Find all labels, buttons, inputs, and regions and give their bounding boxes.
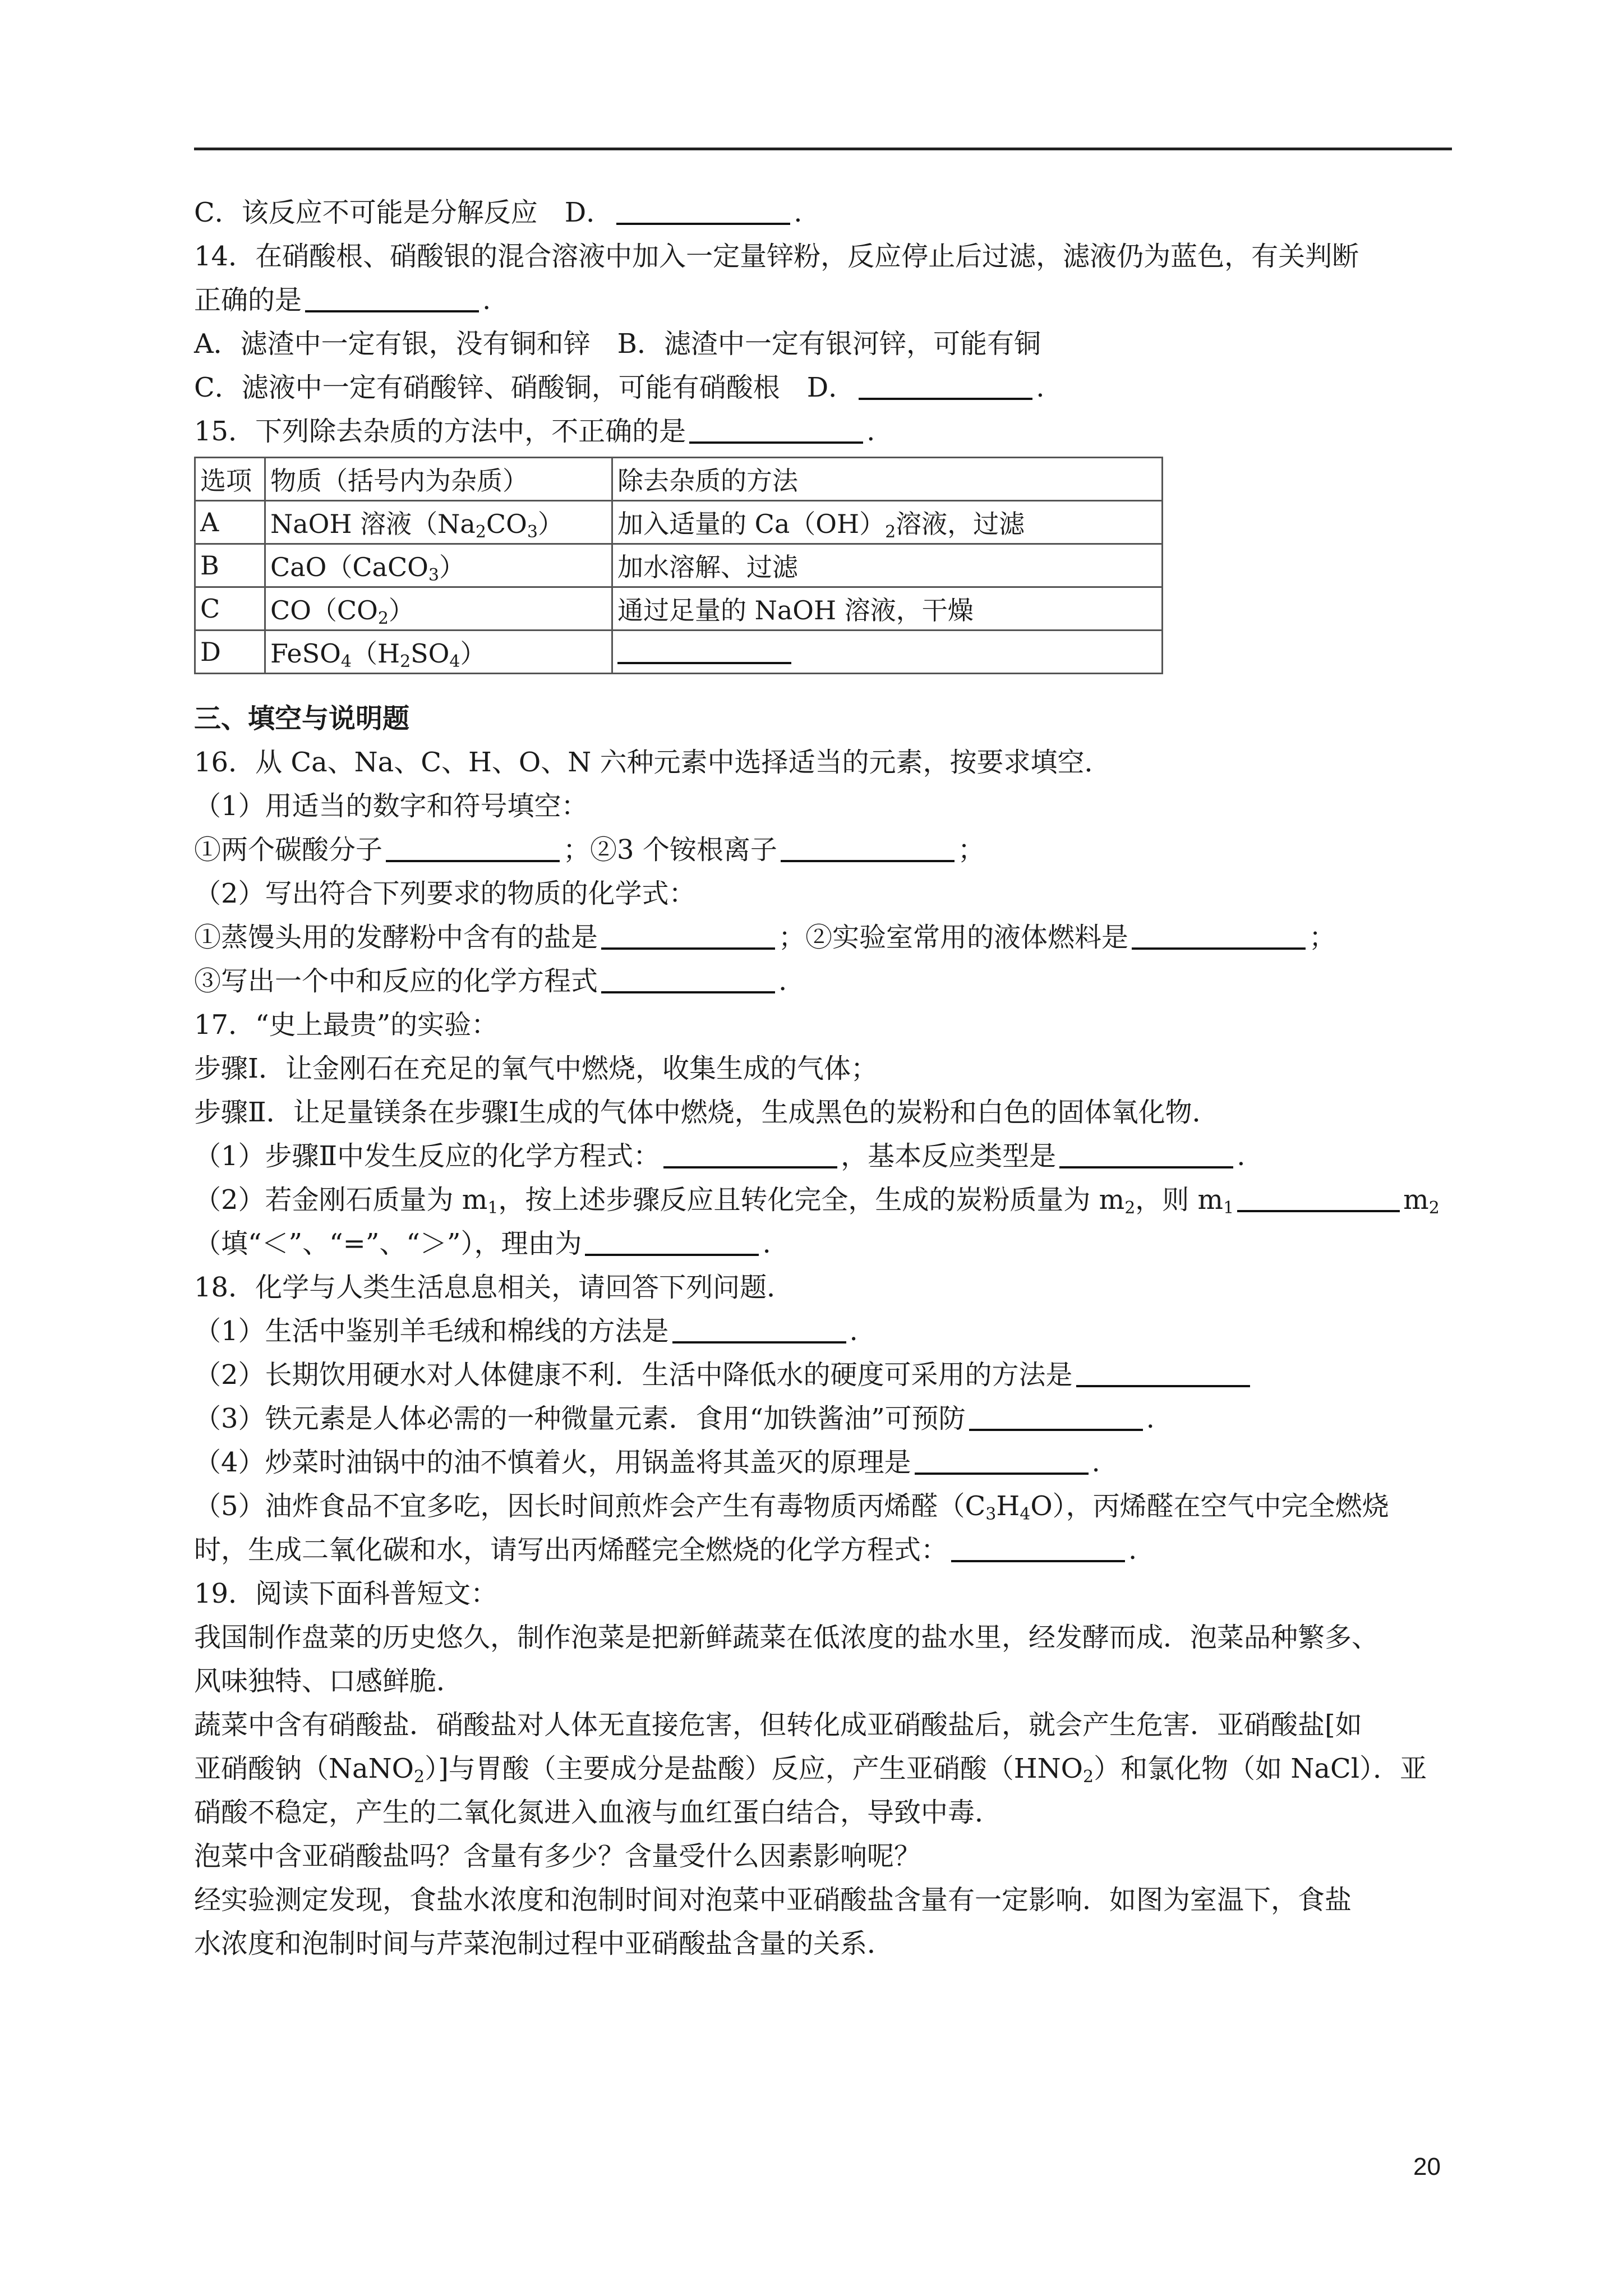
q19-stem: 19．阅读下面科普短文： [194, 1578, 498, 1609]
answer-blank [601, 923, 775, 950]
answer-blank [616, 198, 790, 225]
table-row [195, 544, 1163, 587]
q16-part3: ③写出一个中和反应的化学方程式 . [194, 965, 787, 997]
answer-blank [859, 373, 1032, 400]
q14-stem-cont: 正确的是 . [194, 284, 491, 316]
answer-blank [663, 1142, 837, 1168]
table-cell-option: B [195, 544, 265, 587]
q19-paragraph3: 泡菜中含亚硝酸盐吗？含量有多少？含量受什么因素影响呢？ [194, 1841, 921, 1872]
q14-options-cd: C．滤液中一定有硝酸锌、硝酸铜，可能有硝酸根 D． . [194, 372, 1045, 403]
answer-blank [305, 286, 479, 312]
q18-item5-cont: 时，生成二氧化碳和水，请写出丙烯醛完全燃烧的化学方程式： . [194, 1534, 1137, 1566]
table-row [195, 587, 1163, 631]
answer-blank [915, 1448, 1089, 1475]
q17-part2-cont: （填“＜”、“=”、“＞”），理由为 . [194, 1228, 771, 1259]
answer-blank [601, 967, 775, 993]
q18-item4: （4）炒菜时油锅中的油不慎着火，用锅盖将其盖灭的原理是 . [194, 1447, 1100, 1478]
impurity-table [194, 457, 1163, 674]
q18-item5: （5）油炸食品不宜多吃，因长时间煎炸会产生有毒物质丙烯醛$(C_3H_4O)$，丙烯醛在空气中完全燃烧 [194, 1490, 1389, 1524]
q19-paragraph1-cont: 风味独特、口感鲜脆． [194, 1665, 464, 1697]
table-header-cell: 除去杂质的方法 [612, 458, 1163, 501]
answer-blank [617, 637, 791, 664]
q17-step2: 步骤Ⅱ．让足量镁条在步骤Ⅰ生成的气体中燃烧，生成黑色的炭粉和白色的固体氧化物． [194, 1097, 1219, 1128]
q15-stem: 15．下列除去杂质的方法中，不正确的是 . [194, 416, 875, 447]
q14-stem: 14．在硝酸根、硝酸银的混合溶液中加入一定量锌粉，反应停止后过滤，滤液仍为蓝色，有关判断 [194, 241, 1359, 272]
q18-item3: （3）铁元素是人体必需的一种微量元素．食用“加铁酱油”可预防 . [194, 1403, 1155, 1434]
table-cell-option: C [195, 587, 265, 631]
section-title: 三、填空与说明题 [194, 703, 410, 734]
q19-paragraph1: 我国制作盘菜的历史悠久，制作泡菜是把新鲜蔬菜在低浓度的盐水里，经发酵而成．泡菜品种繁多、 [194, 1622, 1379, 1653]
q16-part1-items: ①两个碳酸分子 ；②3 个铵根离子 ； [194, 834, 985, 866]
q17-part2: （2）若金刚石质量为 $m_1$，按上述步骤反应且转化完全，生成的炭粉质量为 $m_2$，则 $m_1$ $m_2$ [194, 1184, 1440, 1218]
document-body [194, 191, 1452, 1966]
table-cell-substance: $FeSO_4(H_2SO_4)$ [265, 631, 612, 674]
table-cell-substance: NaOH 溶液$(Na_2CO_3)$ [265, 501, 612, 544]
answer-blank [1059, 1142, 1233, 1168]
table-row [195, 501, 1163, 544]
table-header-cell: 选项 [195, 458, 265, 501]
q19-paragraph4-cont: 水浓度和泡制时间与芹菜泡制过程中亚硝酸盐含量的关系． [194, 1928, 895, 1959]
q16-part2-items: ①蒸馒头用的发酵粉中含有的盐是 ；②实验室常用的液体燃料是 ； [194, 922, 1336, 953]
answer-blank [781, 835, 955, 862]
table-cell-substance: $CO(CO_2)$ [265, 587, 612, 631]
answer-blank [585, 1229, 759, 1256]
table-header-row [195, 458, 1163, 501]
answer-blank [951, 1535, 1125, 1562]
q17-step1: 步骤Ⅰ．让金刚石在充足的氧气中燃烧，收集生成的气体； [194, 1053, 878, 1084]
page-number: 20 [1413, 2153, 1441, 2180]
answer-blank [1076, 1360, 1250, 1387]
q18-stem: 18．化学与人类生活息息相关，请回答下列问题． [194, 1272, 794, 1303]
table-cell-option: D [195, 631, 265, 674]
q18-item1: （1）生活中鉴别羊毛绒和棉线的方法是 . [194, 1315, 858, 1347]
q19-paragraph2-end: 硝酸不稳定，产生的二氧化氮进入血液与血红蛋白结合，导致中毒． [194, 1797, 1002, 1828]
table-cell-method: 通过足量的 NaOH 溶液，干燥 [612, 587, 1163, 631]
answer-blank [672, 1317, 846, 1343]
q14-options-ab: A．滤渣中一定有银，没有铜和锌 B．滤渣中一定有银河锌，可能有铜 [194, 328, 1041, 360]
answer-blank [1132, 923, 1306, 950]
q16-part1: （1）用适当的数字和符号填空： [194, 790, 588, 822]
q16-part2: （2）写出符合下列要求的物质的化学式： [194, 878, 696, 909]
table-row [195, 631, 1163, 674]
table-cell-method: 加入适量的 $Ca(OH)_2$溶液，过滤 [612, 501, 1163, 544]
table-cell-method [612, 631, 1163, 674]
q19-paragraph2-cont: 亚硝酸钠（NaNO$_2$）]与胃酸（主要成分是盐酸）反应，产生亚硝酸$(HNO_2)$和氯化物（如 NaCl）．亚 [194, 1753, 1427, 1787]
table-cell-method: 加水溶解、过滤 [612, 544, 1163, 587]
answer-blank [1237, 1185, 1400, 1212]
table-header-cell: 物质（括号内为杂质） [265, 458, 612, 501]
q19-paragraph4: 经实验测定发现，食盐水浓度和泡制时间对泡菜中亚硝酸盐含量有一定影响．如图为室温下，食盐 [194, 1884, 1352, 1916]
answer-blank [386, 835, 560, 862]
answer-blank [689, 417, 863, 444]
q18-item2: （2）长期饮用硬水对人体健康不利．生活中降低水的硬度可采用的方法是 [194, 1353, 1452, 1397]
q17-part1: （1）步骤Ⅱ中发生反应的化学方程式： ，基本反应类型是 . [194, 1140, 1246, 1172]
q16-stem: 16．从 Ca、Na、C、H、O、N 六种元素中选择适当的元素，按要求填空． [194, 747, 1112, 778]
table-cell-substance: CaO（CaCO$_3$） [265, 544, 612, 587]
q17-stem: 17．“史上最贵”的实验： [194, 1009, 499, 1041]
q13-option-c: C．该反应不可能是分解反应 D． . [194, 197, 803, 228]
answer-blank [969, 1404, 1143, 1431]
table-cell-option: A [195, 501, 265, 544]
header-rule [194, 148, 1452, 150]
q19-paragraph2: 蔬菜中含有硝酸盐．硝酸盐对人体无直接危害，但转化成亚硝酸盐后，就会产生危害．亚硝酸盐[如 [194, 1709, 1362, 1741]
